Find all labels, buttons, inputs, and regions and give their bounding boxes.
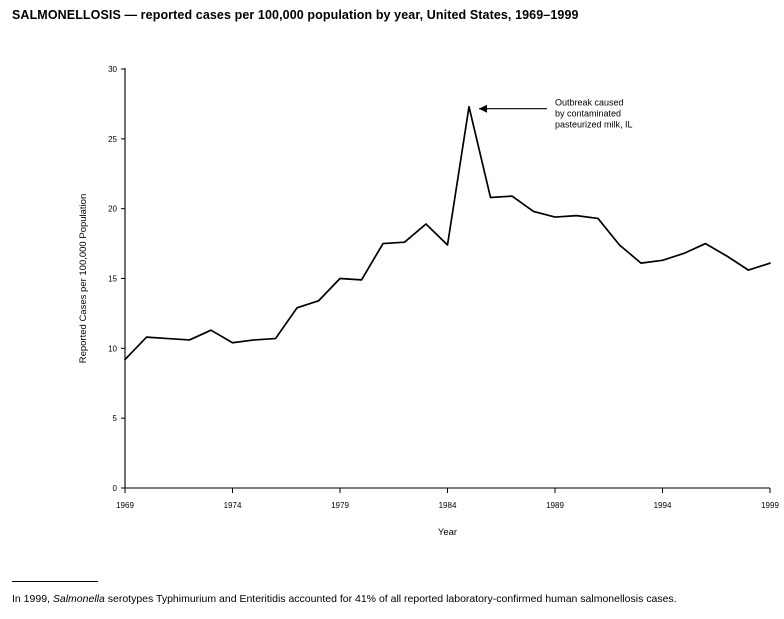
x-tick-label: 1994 xyxy=(653,501,672,510)
y-axis-title: Reported Cases per 100,000 Population xyxy=(78,193,89,364)
footnote-divider xyxy=(12,581,98,582)
plot-group xyxy=(78,65,779,538)
x-axis-title: Year xyxy=(437,527,458,538)
x-tick-label: 1969 xyxy=(116,501,134,510)
x-tick-label: 1979 xyxy=(331,501,349,510)
series-line-salmonellosis xyxy=(125,107,770,360)
footnote-part1: In 1999, xyxy=(12,593,53,605)
y-tick-label: 15 xyxy=(108,274,117,284)
annotation-arrow-head xyxy=(479,105,487,113)
annotation-line-1: Outbreak caused xyxy=(555,97,624,108)
x-tick-label: 1999 xyxy=(761,501,779,510)
footnote-italic-term: Salmonella xyxy=(52,593,105,605)
y-tick-label: 5 xyxy=(112,414,117,424)
chart-svg xyxy=(0,40,784,550)
annotation-line-2: by contaminated xyxy=(555,108,622,119)
x-tick-label: 1974 xyxy=(223,501,242,510)
y-tick-label: 10 xyxy=(108,344,117,354)
footnote xyxy=(12,593,677,605)
y-tick-label: 0 xyxy=(112,484,117,493)
y-tick-label: 30 xyxy=(108,65,117,74)
y-tick-label: 25 xyxy=(108,134,117,144)
annotation-line-3: pasteurized milk, IL xyxy=(555,119,633,130)
page-title: SALMONELLOSIS — reported cases per 100,000 population by year, United States, 1969–1999 xyxy=(12,8,579,22)
x-tick-label: 1989 xyxy=(546,501,564,510)
x-tick-label: 1984 xyxy=(438,501,457,510)
footnote-part2: serotypes Typhimurium and Enteritidis accounted for 41% of all reported laboratory-confirmed human salmonellosis cases. xyxy=(104,593,677,605)
y-tick-label: 20 xyxy=(108,204,117,214)
salmonellosis-line-chart xyxy=(0,40,784,550)
